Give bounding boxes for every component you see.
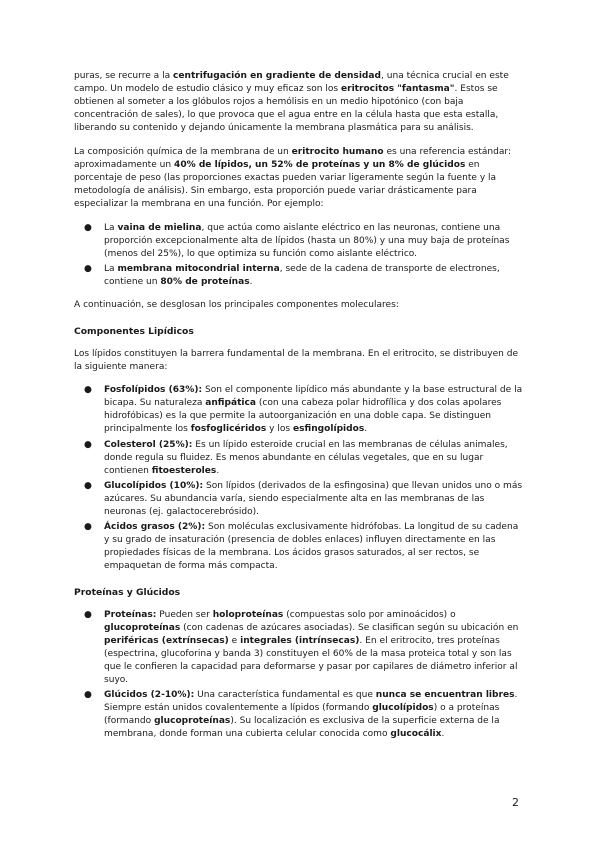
- bullet-icon: ●: [84, 385, 92, 396]
- list-item: [84, 263, 526, 289]
- text-run: La: [104, 264, 118, 275]
- heading-proteins: Proteínas y Glúcidos: [74, 586, 181, 598]
- text-run: ) o a proteínas (formando: [104, 703, 500, 727]
- bold-term: Glúcidos (2-10%):: [104, 690, 195, 701]
- bold-term: fosfoglicéridos: [190, 424, 267, 435]
- paragraph-fantasma: [74, 70, 526, 135]
- text-run: (con una cabeza polar hidrofílica y dos colas apolares hidrofóbicas) es la que permite la autoorganización en una doble capa. Se distinguen principalmente los: [104, 398, 502, 435]
- bold-term: eritrocitos "fantasma": [340, 84, 455, 95]
- bold-term: eritrocito humano: [291, 146, 384, 157]
- bold-term: Proteínas:: [104, 609, 157, 620]
- text-run: Son moléculas exclusivamente hidrófobas. La longitud de su cadena y su grado de insaturación (presencia de dobles enlaces) influyen directamente en las propiedades físicas de la membrana. Los ácidos grasos saturados, al ser rectos, se empaquetan de forma más compacta.: [104, 522, 519, 572]
- paragraph-lipids-intro: Los lípidos constituyen la barrera fundamental de la membrana. En el eritrocito, se distribuyen de la siguiente manera:: [74, 348, 519, 372]
- list-item: [84, 609, 526, 688]
- bold-term: nunca se encuentran libres: [375, 690, 515, 701]
- text-run: Una característica fundamental es que: [194, 690, 376, 701]
- text-run: Son el componente lipídico más abundante y la base estructural de la bicapa. Su naturaleza: [104, 385, 523, 409]
- paragraph-composition: [74, 146, 526, 211]
- bold-term: Ácidos grasos (2%):: [104, 522, 206, 533]
- bold-term: Glucolípidos (10%):: [104, 480, 204, 491]
- bold-term: membrana mitocondrial interna: [117, 264, 280, 275]
- bold-term: glucocálix: [390, 729, 442, 740]
- text-run: .: [364, 424, 368, 435]
- text-run: La: [104, 222, 118, 233]
- bold-term: 40% de lípidos, un 52% de proteínas y un 8% de glúcidos: [174, 160, 466, 171]
- list-item: [84, 521, 526, 573]
- bold-term: anfipática: [205, 398, 256, 409]
- bullet-icon: ●: [84, 609, 92, 620]
- bold-term: glucoproteínas: [154, 716, 231, 727]
- bullet-icon: ●: [84, 522, 92, 533]
- bold-term: glucoproteínas: [104, 622, 181, 633]
- bold-term: periféricas (extrínsecas): [104, 635, 229, 646]
- text-run: en porcentaje de peso (las proporciones exactas pueden variar ligeramente según la fuente y la metodología de análisis). Sin embargo, esta proporción puede variar drásticamente para especializar la membrana en una función. Por ejemplo:: [74, 160, 497, 210]
- bold-term: centrifugación en gradiente de densidad: [173, 71, 381, 81]
- bullet-icon: ●: [84, 439, 92, 450]
- text-run: (con cadenas de azúcares asociadas). Se clasifican según su ubicación en: [180, 622, 519, 633]
- text-run: Es un lípido esteroide crucial en las membranas de células animales, donde regula su fluidez. Es menos abundante en células vegetales, que en su lugar contienen: [104, 439, 508, 476]
- bold-term: Fosfolípidos (63%):: [104, 385, 203, 396]
- bold-term: Colesterol (25%):: [104, 439, 193, 450]
- text-run: , sede de la cadena de transporte de electrones, contiene un: [104, 264, 500, 288]
- bullet-icon: ●: [84, 480, 92, 491]
- bold-term: vaina de mielina: [117, 222, 202, 233]
- text-run: puras, se recurre a la: [74, 71, 174, 81]
- list-item: [84, 222, 526, 261]
- text-run: Son lípidos (derivados de la esfingosina) que llevan unidos uno o más azúcares. Su abundancia varía, siendo especialmente alta en las membranas de las neuronas (ej. galactocerebrósido).: [104, 480, 523, 518]
- text-run: (compuestas solo por aminoácidos) o: [283, 609, 456, 620]
- lipids-list: [74, 384, 526, 573]
- text-run: . En el eritrocito, tres proteínas (espectrina, glucoforina y banda 3) constituyen el 60% de la masa proteica total y son las que le confieren la capacidad para deformarse y pasar por capilares de diámetro inferior al suyo.: [104, 635, 518, 685]
- bold-term: esfingolípidos: [293, 424, 365, 435]
- text-run: . Estos se obtienen al someter a los glóbulos rojos a hemólisis en un medio hipotónico (con baja concentración de sales), lo que provoca que el agua entre en la célula hasta que esta estalla, liberando su contenido y dejando únicamente la membrana plasmática para su análisis.: [74, 84, 499, 134]
- bold-term: 80% de proteínas: [160, 277, 250, 288]
- text-run: Pueden ser: [156, 609, 213, 620]
- bold-term: integrales (intrínsecas): [240, 635, 360, 646]
- text-run: y los: [266, 424, 294, 435]
- text-run: .: [441, 729, 445, 740]
- bold-term: glucolípidos: [372, 703, 434, 714]
- text-run: , que actúa como aislante eléctrico en las neuronas, contiene una proporción excepcionalmente alta de lípidos (hasta un 80%) y una muy baja de proteínas (menos del 25%), lo que optimiza su función como aislante eléctrico.: [104, 222, 510, 260]
- list-item: [84, 689, 526, 741]
- paragraph-transition: A continuación, se desglosan los principales componentes moleculares:: [74, 300, 399, 311]
- text-run: .: [249, 277, 253, 288]
- bullet-icon: ●: [84, 264, 92, 275]
- bullet-icon: ●: [84, 222, 92, 233]
- text-run: ). Su localización es exclusiva de la superficie externa de la membrana, donde forman una cubierta celular conocida como: [104, 716, 500, 740]
- examples-list: [74, 222, 526, 289]
- text-run: . Siempre están unidos covalentemente a lípidos (formando: [104, 690, 518, 714]
- text-run: , una técnica crucial en este campo. Un modelo de estudio clásico y muy eficaz son los: [74, 71, 509, 95]
- text-run: es una referencia estándar: aproximadamente un: [74, 146, 512, 171]
- text-run: La composición química de la membrana de un: [74, 146, 292, 157]
- text-run: e: [228, 635, 241, 646]
- text-run: .: [216, 465, 220, 476]
- page-number: 2: [512, 796, 519, 809]
- bold-term: fitoesteroles: [151, 465, 217, 476]
- proteins-list: [74, 609, 526, 742]
- list-item: [84, 439, 526, 478]
- page-content: [74, 70, 526, 751]
- heading-lipids: Componentes Lipídicos: [74, 325, 194, 337]
- bold-term: holoproteínas: [212, 609, 284, 620]
- list-item: [84, 384, 526, 436]
- list-item: [84, 480, 526, 519]
- bullet-icon: ●: [84, 690, 92, 701]
